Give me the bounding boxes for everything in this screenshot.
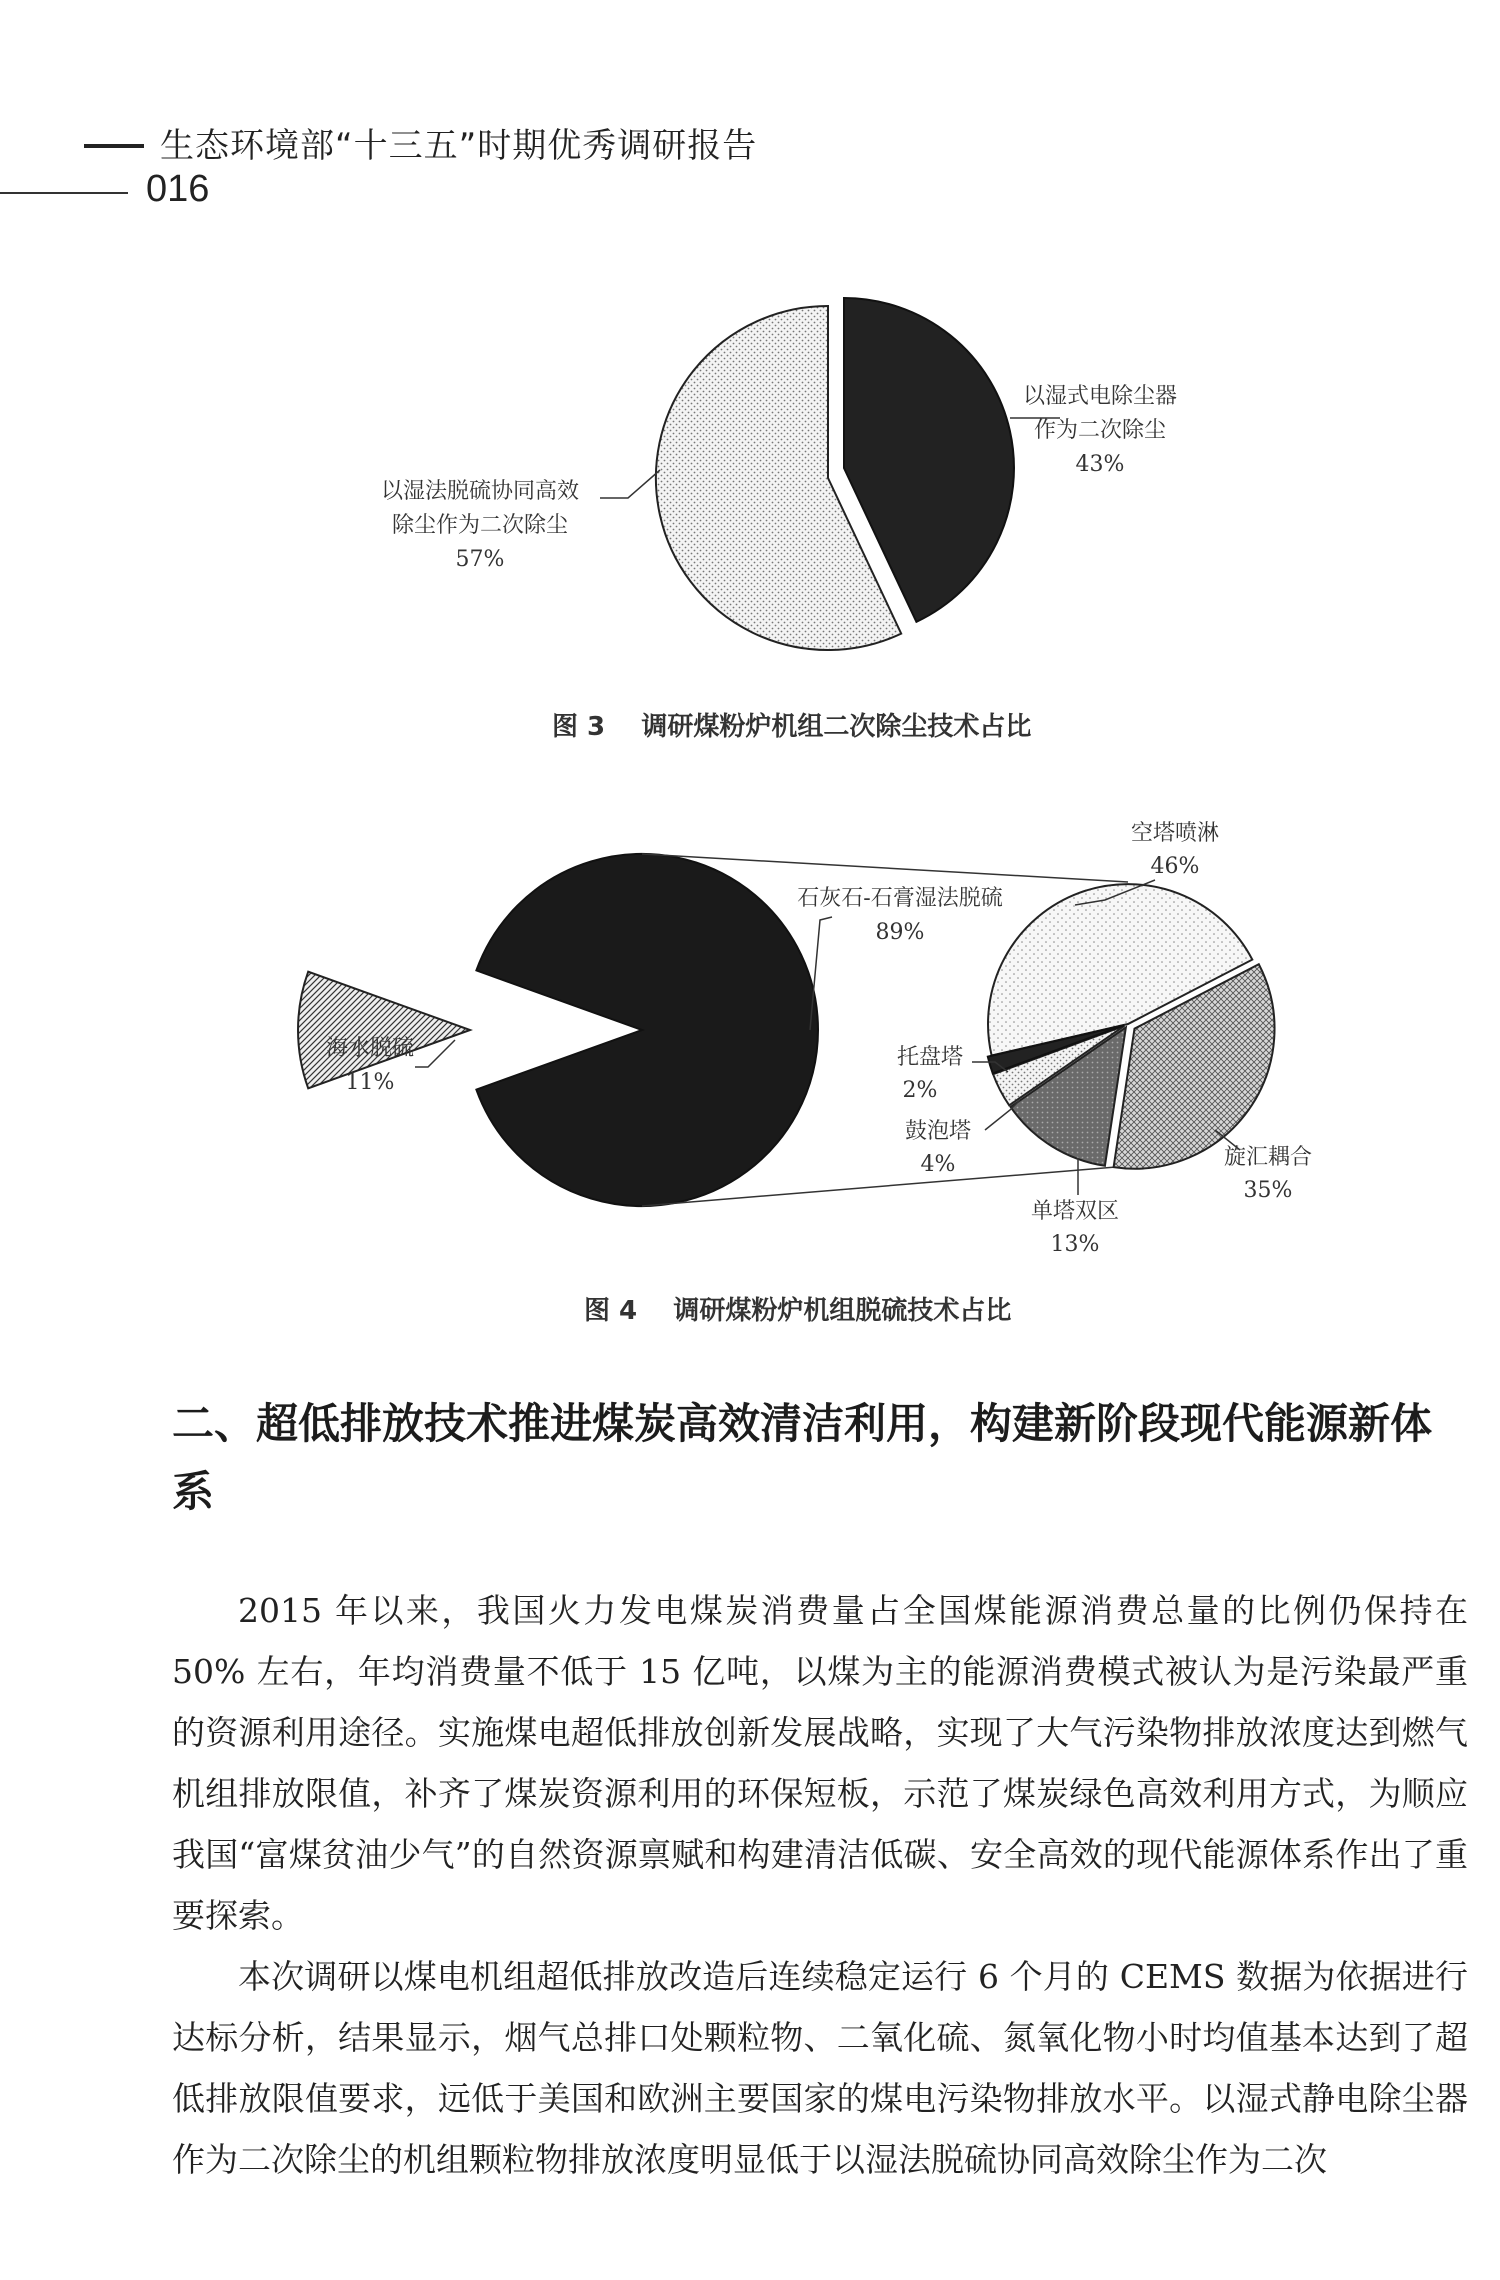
- body-paragraph-1: 2015 年以来，我国火力发电煤炭消费量占全国煤能源消费总量的比例仍保持在 50% 左右，年均消费量不低于 15 亿吨，以煤为主的能源消费模式被认为是污染最严重的资源利用途径。实施煤电超低排放创新发展战略，实现了大气污染物排放浓度达到燃气机组排放限值，补齐了煤炭资源利用的环保短板，示范了煤炭绿色高效利用方式，为顺应我国“富煤贫油少气”的自然资源禀赋和构建清洁低碳、安全高效的现代能源体系作出了重要探索。: [172, 1591, 1468, 1935]
- figure-4-caption: [584, 1290, 1011, 1327]
- fig4-label-dual-zone: 单塔双区: [1030, 1199, 1120, 1224]
- fig4-label-limestone: 石灰石-石膏湿法脱硫: [797, 886, 1003, 911]
- fig4-value-dual-zone: 13%: [1050, 1232, 1100, 1257]
- fig4-label-seawater: 海水脱硫: [325, 1036, 415, 1061]
- fig4-slice-limestone-gypsum: [476, 854, 818, 1206]
- body-paragraph-2: 本次调研以煤电机组超低排放改造后连续稳定运行 6 个月的 CEMS 数据为依据进行达标分析，结果显示，烟气总排口处颗粒物、二氧化硫、氮氧化物小时均值基本达到了超低排放限值要求，远低于美国和欧洲主要国家的煤电污染物排放水平。以湿式静电除尘器作为二次除尘的机组颗粒物排放浓度明显低于以湿法脱硫协同高效除尘作为二次: [172, 1957, 1468, 2179]
- figure-3-pie: [381, 298, 1177, 650]
- fig4-value-swirl: 35%: [1243, 1178, 1293, 1203]
- fig4-value-empty-spray: 46%: [1150, 854, 1200, 879]
- section-heading: 二、超低排放技术推进煤炭高效清洁利用，构建新阶段现代能源新体系: [172, 1399, 1433, 1516]
- figure-3-title: 调研煤粉炉机组二次除尘技术占比: [641, 712, 1032, 742]
- fig3-leader-left: [600, 470, 660, 498]
- figure-4-pie-of-pie: [298, 821, 1312, 1257]
- figure-3-number: 图 3: [552, 712, 606, 742]
- fig4-value-limestone: 89%: [875, 920, 925, 945]
- fig3-label-wet-esp-line2: 作为二次除尘: [1033, 418, 1167, 443]
- fig4-leader-bubbling: [985, 1100, 1020, 1130]
- fig4-value-seawater: 11%: [345, 1070, 395, 1095]
- figure-4-title: 调研煤粉炉机组脱硫技术占比: [673, 1296, 1012, 1326]
- fig4-label-tray: 托盘塔: [896, 1045, 964, 1070]
- fig4-label-swirl: 旋汇耦合: [1223, 1145, 1313, 1170]
- figure-4-number: 图 4: [584, 1296, 638, 1326]
- figure-3-caption: [552, 706, 1031, 743]
- page-number: 016: [146, 168, 210, 210]
- fig4-label-bubbling: 鼓泡塔: [904, 1119, 972, 1144]
- fig4-label-empty-spray: 空塔喷淋: [1130, 821, 1220, 846]
- fig3-label-wet-desulf-line1: 以湿法脱硫协同高效: [380, 479, 580, 504]
- fig3-label-wet-desulf-value: 57%: [455, 547, 505, 572]
- fig3-label-wet-desulf-line2: 除尘作为二次除尘: [391, 513, 569, 538]
- fig3-label-wet-esp-line1: 以湿式电除尘器: [1022, 384, 1178, 409]
- fig4-value-bubbling: 4%: [920, 1152, 956, 1177]
- fig3-label-wet-esp-value: 43%: [1075, 452, 1125, 477]
- fig4-value-tray: 2%: [902, 1078, 938, 1103]
- running-header-title: 生态环境部“十三五”时期优秀调研报告: [160, 126, 758, 166]
